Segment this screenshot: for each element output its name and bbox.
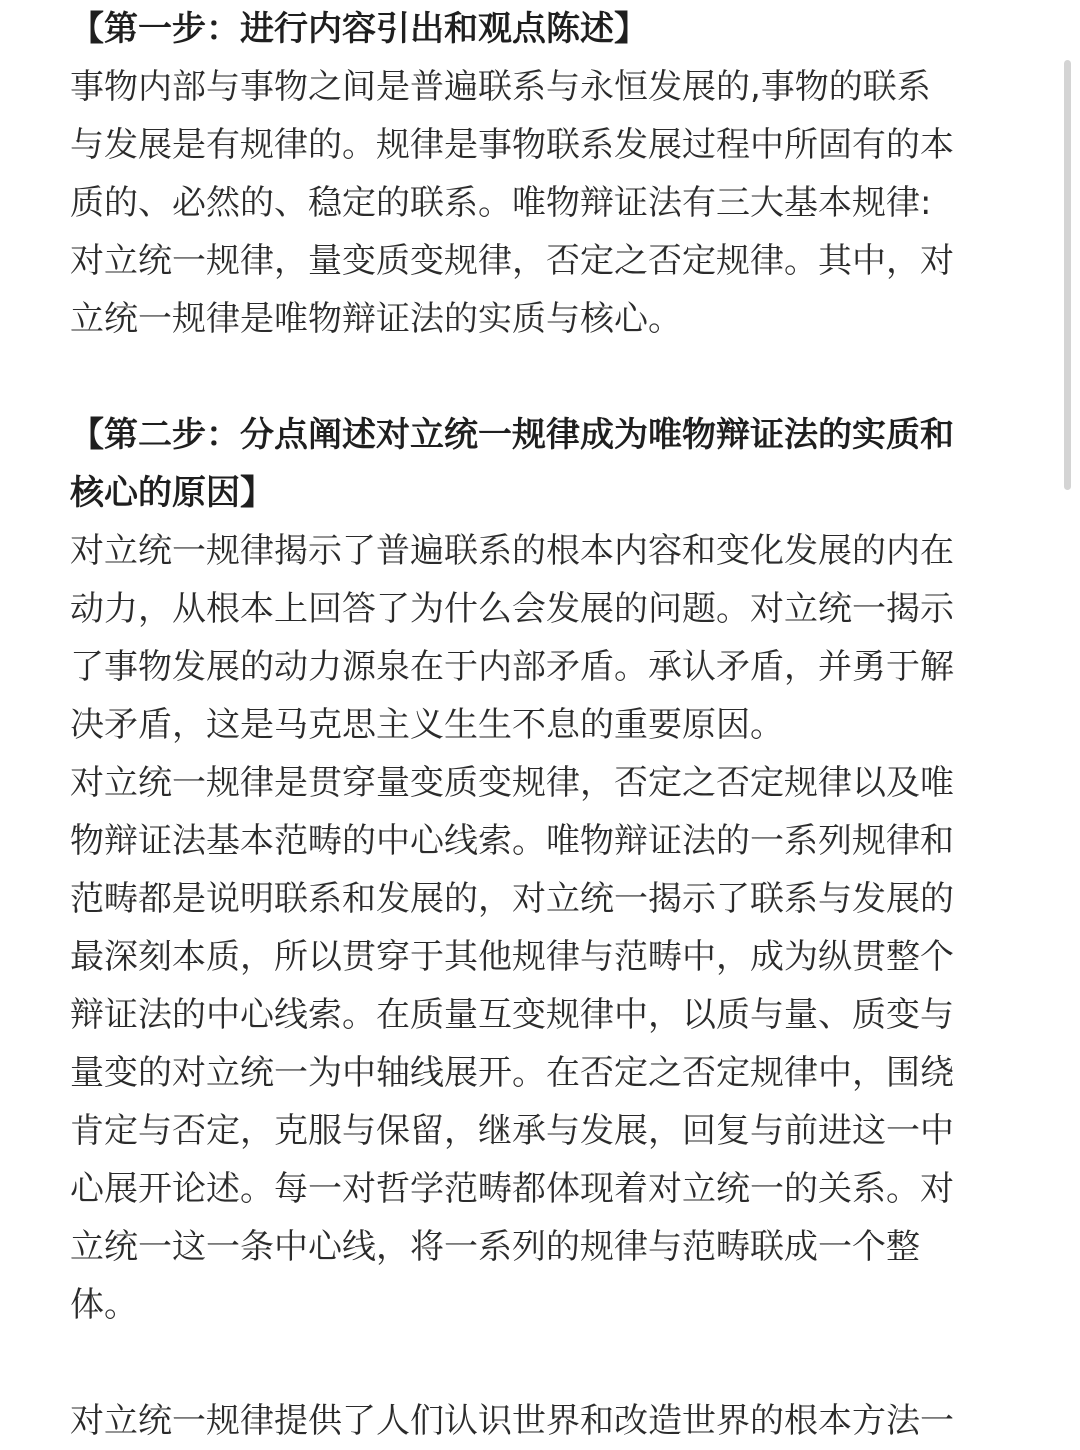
- section2-p2-line: 心展开论述。每一对哲学范畴都体现着对立统一的关系。对: [70, 1169, 954, 1209]
- section1-line: 立统一规律是唯物辩证法的实质与核心。: [70, 299, 682, 339]
- section2-p2-line: 量变的对立统一为中轴线展开。在否定之否定规律中，围绕: [70, 1053, 954, 1093]
- section2-p1-line: 对立统一规律揭示了普遍联系的根本内容和变化发展的内在: [70, 531, 954, 571]
- section2-p3-line: 对立统一规律提供了人们认识世界和改造世界的根本方法一: [70, 1401, 954, 1441]
- section1-line: 质的、必然的、稳定的联系。唯物辩证法有三大基本规律:: [70, 183, 932, 223]
- section1-heading: 【第一步：进行内容引出和观点陈述】: [70, 9, 648, 49]
- section2-heading: 核心的原因】: [70, 473, 274, 513]
- section1-line: 对立统一规律，量变质变规律，否定之否定规律。其中，对: [70, 241, 954, 281]
- section2-p2-line: 最深刻本质，所以贯穿于其他规律与范畴中，成为纵贯整个: [70, 937, 954, 977]
- section1-line: 与发展是有规律的。规律是事物联系发展过程中所固有的本: [70, 125, 954, 165]
- section2-p2-line: 肯定与否定，克服与保留，继承与发展，回复与前进这一中: [70, 1111, 954, 1151]
- section2-p2-line: 对立统一规律是贯穿量变质变规律，否定之否定规律以及唯: [70, 763, 954, 803]
- section1-line: 事物内部与事物之间是普遍联系与永恒发展的,事物的联系: [70, 67, 931, 107]
- section2-p1-line: 了事物发展的动力源泉在于内部矛盾。承认矛盾，并勇于解: [70, 647, 954, 687]
- section2-p1-line: 动力，从根本上回答了为什么会发展的问题。对立统一揭示: [70, 589, 954, 629]
- section2-heading: 【第二步：分点阐述对立统一规律成为唯物辩证法的实质和: [70, 415, 954, 455]
- section2-p1-line: 决矛盾，这是马克思主义生生不息的重要原因。: [70, 705, 784, 745]
- section2-p2-line: 辩证法的中心线索。在质量互变规律中，以质与量、质变与: [70, 995, 954, 1035]
- section2-p2-line: 范畴都是说明联系和发展的，对立统一揭示了联系与发展的: [70, 879, 954, 919]
- paragraph-spacer: [70, 1334, 1005, 1392]
- section2-p2-line: 体。: [70, 1285, 138, 1325]
- section2-p2-line: 物辩证法基本范畴的中心线索。唯物辩证法的一系列规律和: [70, 821, 954, 861]
- section2-p2-line: 立统一这一条中心线，将一系列的规律与范畴联成一个整: [70, 1227, 920, 1267]
- scrollbar-thumb[interactable]: [1064, 60, 1071, 490]
- article-body: [70, 0, 1005, 1450]
- paragraph-spacer: [70, 348, 1005, 406]
